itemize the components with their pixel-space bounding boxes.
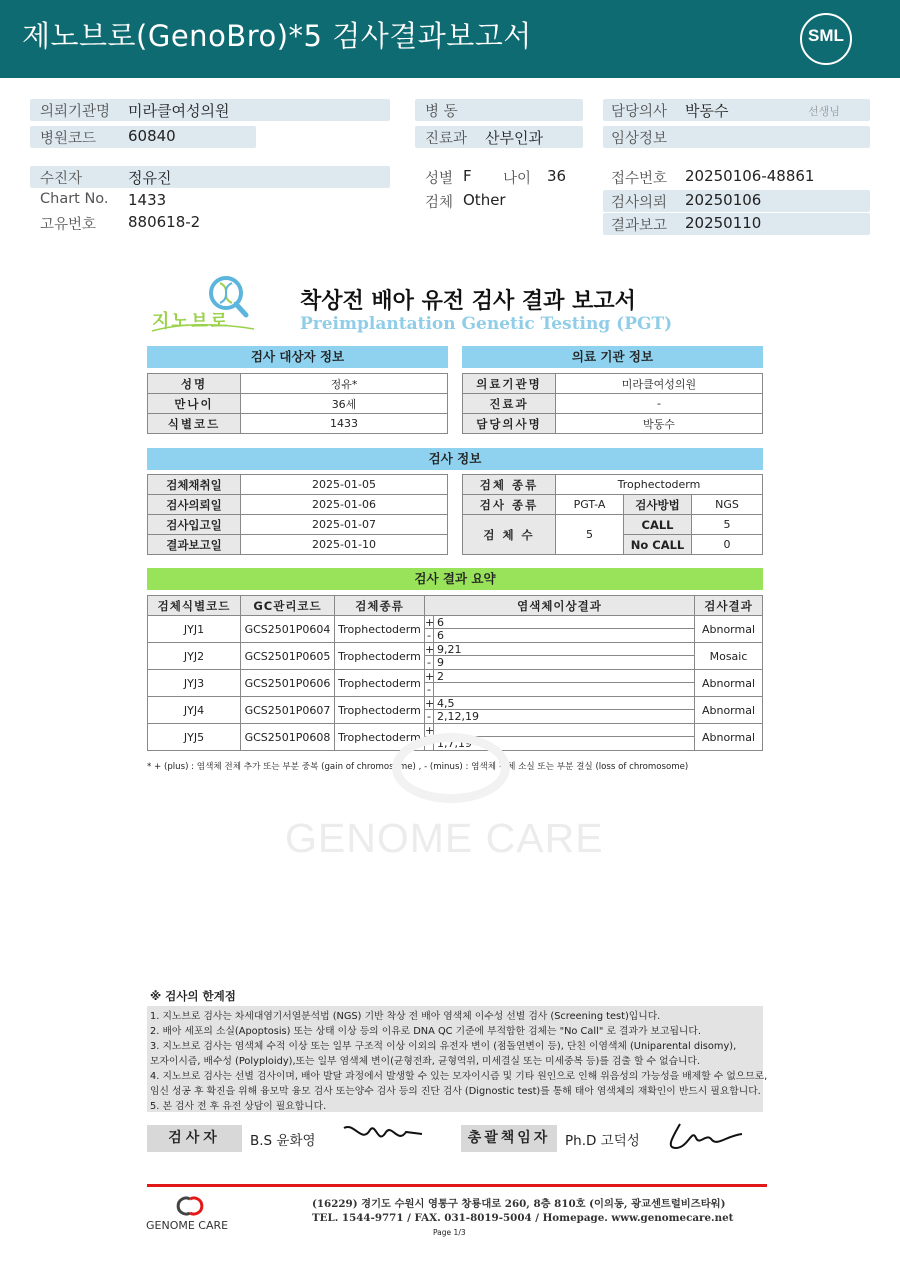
date-label: 결과보고일: [148, 535, 241, 555]
institution-info-header: 의료 기관 정보: [462, 346, 763, 368]
nocall-value: 0: [692, 535, 763, 555]
footer-contact: TEL. 1544-9771 / FAX. 031-8019-5004 / Homepage. www.genomecare.net: [312, 1212, 734, 1224]
table-row: [463, 394, 763, 414]
genobro-logo-text: 지노브로: [152, 311, 230, 332]
institution-value: 미라클여성의원: [128, 102, 230, 120]
result-value: Abnormal: [695, 670, 763, 697]
table-row: [148, 643, 763, 670]
examiner-label: 검사자: [147, 1125, 242, 1152]
table-row: [148, 414, 448, 434]
page-title: 제노브로(GenoBro)*5 검사결과보고서: [22, 19, 532, 53]
report-date-field: [603, 213, 870, 235]
table-row: [148, 616, 763, 643]
table-row: [463, 515, 763, 535]
subject-info-table: [147, 373, 448, 434]
ward-label: 병 동: [425, 104, 458, 120]
unique-id-label: 고유번호: [40, 217, 97, 233]
clinical-info-label: 임상정보: [611, 131, 668, 147]
age-value: 36: [547, 167, 567, 185]
test-info-header: 검사 정보: [147, 448, 763, 470]
minus-sign: -: [425, 683, 434, 696]
institution-value: -: [556, 394, 763, 414]
genome-care-logo-icon: [170, 1195, 210, 1217]
ward-field: [415, 99, 583, 121]
subject-value: 36세: [241, 394, 448, 414]
sample-type: Trophectoderm: [335, 670, 425, 697]
specimen-value: Other: [463, 191, 506, 209]
watermark-ring-icon: [392, 733, 510, 803]
sample-type: Trophectoderm: [335, 697, 425, 724]
plus-chromosomes: 2: [437, 670, 444, 683]
call-value: 5: [692, 515, 763, 535]
plus-sign: +: [425, 643, 435, 656]
sample-id: JYJ5: [148, 724, 241, 751]
watermark-text: GENOME CARE: [285, 815, 604, 861]
result-value: Mosaic: [695, 643, 763, 670]
institution-value: 미라클여성의원: [556, 374, 763, 394]
sex-value: F: [463, 167, 472, 185]
limitation-line: 3. 지노브로 검사는 염색체 수적 이상 또는 일부 구조적 이상 이외의 유전자 변이 (점돌연변이 등), 단친 이염색체 (Uniparental disomy),: [150, 1041, 737, 1052]
specimen-field: [415, 190, 595, 212]
table-row: [148, 515, 448, 535]
date-value: 2025-01-05: [241, 475, 448, 495]
subject-label: 식별코드: [148, 414, 241, 434]
age-label: 나이: [503, 171, 532, 187]
subject-value: 정유*: [241, 374, 448, 394]
limitations-title: ※ 검사의 한계점: [150, 989, 236, 1003]
hospital-code-label: 병원코드: [40, 131, 97, 147]
specimen-label: 검체: [425, 195, 454, 211]
supervisor-name: Ph.D 고덕성: [565, 1133, 640, 1149]
sex-age-field: [415, 166, 595, 188]
report-title-english: Preimplantation Genetic Testing (PGT): [300, 314, 673, 334]
table-row: [148, 374, 448, 394]
patient-value: 정유진: [128, 169, 172, 187]
abnormality-cell: [425, 643, 695, 670]
sex-label: 성별: [425, 171, 454, 187]
call-label: CALL: [624, 515, 692, 535]
minus-sign: -: [425, 710, 434, 723]
plus-chromosomes: 9,21: [437, 643, 462, 656]
unique-id-field: [30, 212, 330, 234]
sample-count-value: 5: [556, 515, 624, 555]
table-row: [148, 670, 763, 697]
date-label: 검사의뢰일: [148, 495, 241, 515]
abnormality-cell: [425, 670, 695, 697]
limitation-line: 2. 배아 세포의 소실(Apoptosis) 또는 상태 이상 등의 이유로 DNA QC 기준에 부적합한 검체는 "No Call" 로 결과가 보고됩니다.: [150, 1026, 701, 1037]
subject-value: 1433: [241, 414, 448, 434]
genome-care-logo-text: GENOME CARE: [146, 1219, 229, 1232]
gc-code: GCS2501P0605: [241, 643, 335, 670]
sample-id: JYJ3: [148, 670, 241, 697]
footer-address: (16229) 경기도 수원시 영통구 창룡대로 260, 8층 810호 (이의동, 광교센트럴비즈타워): [312, 1198, 726, 1210]
limitation-line: 1. 지노브로 검사는 차세대염기서열분석법 (NGS) 기반 착상 전 배아 염색체 이수성 선별 검사 (Screening test)입니다.: [150, 1011, 661, 1022]
hospital-code-field: [30, 126, 256, 148]
limitations-box: [147, 1006, 768, 1112]
subject-info-header: 검사 대상자 정보: [147, 346, 448, 368]
chart-no-value: 1433: [128, 191, 167, 209]
doctor-label: 담당의사: [611, 104, 668, 120]
column-header: 검체종류: [335, 596, 425, 616]
department-field: [415, 126, 583, 148]
limitation-line: 모자이시즘, 배수성 (Polyploidy),또는 일부 염색체 변이(균형전좌, 균형역위, 미세결실 또는 미세중복 등)를 검출 할 수 없습니다.: [150, 1056, 701, 1067]
request-date-label: 검사의뢰: [611, 195, 668, 211]
sample-type-label: 검체 종류: [463, 475, 556, 495]
institution-label: 의뢰기관명: [40, 104, 111, 120]
plus-sign: +: [425, 697, 435, 710]
column-header: GC관리코드: [241, 596, 335, 616]
department-label: 진료과: [425, 131, 468, 147]
minus-chromosomes: 2,12,19: [437, 710, 479, 723]
request-date-field: [603, 190, 870, 212]
unique-id-value: 880618-2: [128, 213, 201, 231]
institution-label: 진료과: [463, 394, 556, 414]
test-type-label: 검사 종류: [463, 495, 556, 515]
table-row: [463, 414, 763, 434]
table-row: [463, 374, 763, 394]
supervisor-signature-icon: [662, 1118, 747, 1154]
table-row: [148, 394, 448, 414]
doctor-value: 박동수: [685, 102, 729, 120]
gc-code: GCS2501P0606: [241, 670, 335, 697]
table-row: [463, 495, 763, 515]
column-header: 검사결과: [695, 596, 763, 616]
result-value: Abnormal: [695, 616, 763, 643]
examiner-name: B.S 윤화영: [250, 1133, 316, 1149]
test-details-table: [462, 474, 763, 555]
date-value: 2025-01-10: [241, 535, 448, 555]
genome-care-logo: [140, 1193, 240, 1235]
sample-type-value: Trophectoderm: [556, 475, 763, 495]
report-date-label: 결과보고: [611, 218, 668, 234]
table-row: [463, 475, 763, 495]
result-value: Abnormal: [695, 697, 763, 724]
date-value: 2025-01-06: [241, 495, 448, 515]
date-label: 검사입고일: [148, 515, 241, 535]
result-summary-header: 검사 결과 요약: [147, 568, 763, 590]
plus-sign: +: [425, 670, 435, 683]
limitation-line: 4. 지노브로 검사는 선별 검사이며, 배아 발달 과정에서 발생할 수 있는 모자이시즘 및 기타 원인으로 인해 위음성의 가능성을 배제할 수 없으므로,: [150, 1071, 768, 1082]
sample-id: JYJ1: [148, 616, 241, 643]
table-row: [148, 475, 448, 495]
minus-chromosomes: 6: [437, 629, 444, 642]
supervisor-label: 총괄책임자: [461, 1125, 557, 1152]
gc-code: GCS2501P0604: [241, 616, 335, 643]
table-row: [148, 495, 448, 515]
institution-label: 담당의사명: [463, 414, 556, 434]
genobro-logo: [150, 273, 262, 335]
report-date-value: 20250110: [685, 214, 762, 232]
institution-info-table: [462, 373, 763, 434]
receipt-no-field: [603, 166, 870, 188]
doctor-field: [603, 99, 870, 121]
gc-code: GCS2501P0607: [241, 697, 335, 724]
test-dates-table: [147, 474, 448, 555]
sample-count-label: 검 체 수: [463, 515, 556, 555]
examiner-signature-icon: [340, 1118, 425, 1150]
chart-no-field: [30, 190, 330, 212]
plus-chromosomes: 6: [437, 616, 444, 629]
abnormality-cell: [425, 616, 695, 643]
hospital-code-value: 60840: [128, 127, 176, 145]
sample-id: JYJ2: [148, 643, 241, 670]
sample-id: JYJ4: [148, 697, 241, 724]
footer-divider: [147, 1184, 767, 1187]
limitation-line: 5. 본 검사 전 후 유전 상담이 필요합니다.: [150, 1101, 327, 1112]
sample-type: Trophectoderm: [335, 643, 425, 670]
date-value: 2025-01-07: [241, 515, 448, 535]
table-row: [148, 697, 763, 724]
method-label: 검사방법: [624, 495, 692, 515]
limitation-line: 임신 성공 후 확진을 위해 융모막 융모 검사 또는양수 검사 등의 진단 검사 (Dignostic test)를 통해 태아 염색체의 재확인이 반드시 필요합니다.: [150, 1086, 761, 1097]
plus-sign: +: [425, 724, 435, 737]
patient-label: 수진자: [40, 171, 83, 187]
sml-logo-text: SML: [808, 26, 844, 45]
footer-text: [312, 1197, 733, 1225]
report-header: [0, 0, 900, 78]
gc-code: GCS2501P0608: [241, 724, 335, 751]
receipt-no-value: 20250106-48861: [685, 167, 815, 185]
minus-chromosomes: 1,7,19: [437, 737, 472, 750]
table-header-row: [148, 596, 763, 616]
chart-no-label: Chart No.: [40, 191, 109, 207]
column-header: 검체식별코드: [148, 596, 241, 616]
result-summary-table: [147, 595, 763, 751]
minus-sign: -: [425, 737, 434, 750]
institution-value: 박동수: [556, 414, 763, 434]
institution-field: [30, 99, 390, 121]
subject-label: 만나이: [148, 394, 241, 414]
subject-label: 성명: [148, 374, 241, 394]
plus-chromosomes: 4,5: [437, 697, 455, 710]
method-value: NGS: [692, 495, 763, 515]
sample-type: Trophectoderm: [335, 616, 425, 643]
report-title-korean: 착상전 배아 유전 검사 결과 보고서: [300, 289, 636, 314]
doctor-suffix: 선생님: [808, 105, 840, 118]
result-value: Abnormal: [695, 724, 763, 751]
department-value: 산부인과: [485, 129, 543, 147]
receipt-no-label: 접수번호: [611, 171, 668, 187]
patient-field: [30, 166, 390, 188]
result-footnote: * + (plus) : 염색체 전체 추가 또는 부분 중복 (gain of chromosome) , - (minus) : 염색체 전체 소실 또는 부분 결실 (loss of chromosome): [147, 762, 689, 772]
date-label: 검체채취일: [148, 475, 241, 495]
sample-type: Trophectoderm: [335, 724, 425, 751]
test-type-value: PGT-A: [556, 495, 624, 515]
abnormality-cell: [425, 697, 695, 724]
plus-sign: +: [425, 616, 435, 629]
minus-sign: -: [425, 656, 434, 669]
nocall-label: No CALL: [624, 535, 692, 555]
minus-chromosomes: 9: [437, 656, 444, 669]
institution-label: 의료기관명: [463, 374, 556, 394]
page-number: Page 1/3: [433, 1228, 466, 1237]
clinical-info-field: [603, 126, 870, 148]
minus-sign: -: [425, 629, 434, 642]
table-row: [148, 535, 448, 555]
request-date-value: 20250106: [685, 191, 762, 209]
column-header: 염색체이상결과: [425, 596, 695, 616]
